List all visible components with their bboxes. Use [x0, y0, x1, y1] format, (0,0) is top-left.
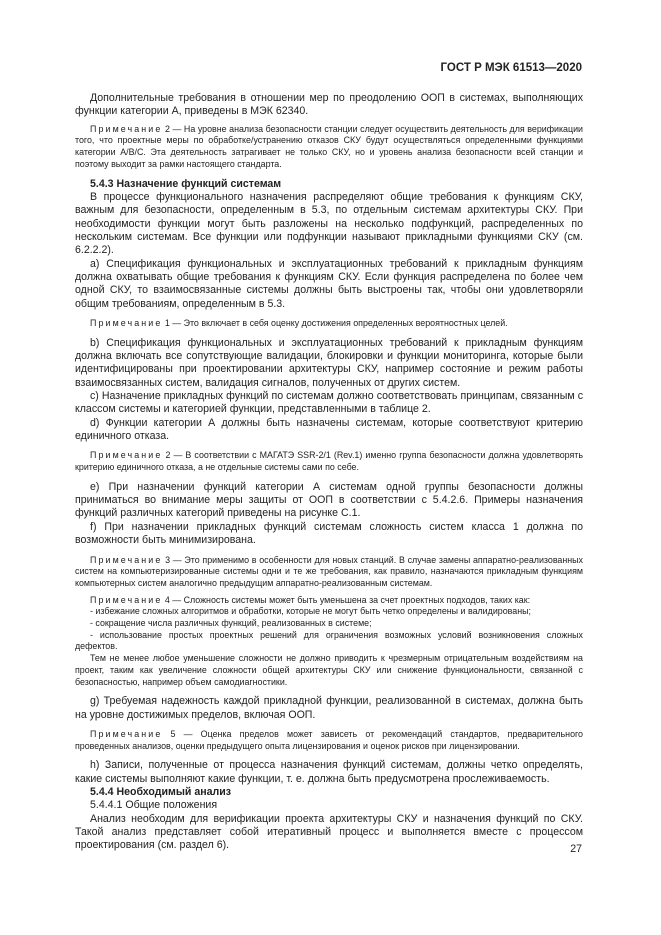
section-5-4-4-heading: 5.4.4 Необходимый анализ — [90, 786, 232, 799]
note-4 — [75, 595, 583, 607]
item-h: h) Записи, полученные от процесса назначения функций системам, должны четко определять, какие системы выполняют какие функции, т. е. должна быть предусмотрена прослеживаемость. — [75, 759, 583, 785]
section-5-4-3-heading: 5.4.3 Назначение функций системам — [90, 177, 282, 190]
note-text: 5 — Оценка пределов может зависеть от рекомендаций стандартов, предварительного проведенных анализов, оценки предыдущего опыта лицензирования и оценок рисков при лицензировании. — [75, 728, 583, 751]
note-text: 2 — На уровне анализа безопасности станции следует осуществить деятельность для верификации того, что проектные меры по обработке/устранению отказов СКУ будут осуществляться определенными функциями категории А/В/С. Эта деятельность затрагивает не только СКУ, но и уровень анализа безопасности всей станции и поэтому выходит за рамки настоящего стандарта. — [75, 123, 583, 169]
page-number: 27 — [570, 843, 582, 855]
note-label: Примечание — [90, 554, 163, 565]
note-5 — [75, 729, 583, 752]
item-c: c) Назначение прикладных функций по системам должно соответствовать принципам, связанным с классом системы и категорией функции, представленными в таблице 2. — [75, 390, 583, 416]
note-4-item: - использование простых проектных решений для ограничения возможных условий возникновения сложных дефектов. — [75, 629, 583, 652]
note-label: Примечание — [90, 317, 163, 328]
section-5-4-4-1-paragraph: Анализ необходим для верификации проекта архитектуры СКУ и назначения функций по СКУ. Такой анализ представляет собой итеративный процесс и выполняется вместе с процессом проектирования (см. раздел 6). — [75, 812, 583, 852]
note-4-item: - избежание сложных алгоритмов и обработки, которые не могут быть четко определены и валидированы; — [90, 606, 531, 617]
note-2-intro — [75, 124, 583, 171]
note-label: Примечание — [90, 123, 163, 134]
note-1 — [75, 318, 583, 330]
standard-header: ГОСТ Р МЭК 61513—2020 — [440, 62, 582, 74]
note-2 — [75, 450, 583, 473]
note-label: Примечание — [90, 450, 163, 461]
note-4-item: - сокращение числа различных функций, реализованных в системе; — [90, 618, 372, 629]
note-text: 4 — Сложность системы может быть уменьшена за счет проектных подходов, таких как: — [162, 594, 531, 605]
note-label: Примечание — [90, 728, 163, 739]
note-4-tail: Тем не менее любое уменьшение сложности не должно приводить к чрезмерным отрицательным воздействиям на проект, таким как увеличение сложности общей архитектуры СКУ или снижение функциональности, связанной с безопасностью, например объем самодиагностики. — [75, 653, 583, 687]
note-text: 2 — В соответствии с МАГАТЭ SSR-2/1 (Rev.1) именно группа безопасности должна удовлетворять критерию единичного отказа, а не отдельные системы сами по себе. — [75, 450, 583, 473]
note-label: Примечание — [90, 594, 163, 605]
note-3 — [75, 555, 583, 590]
item-f: f) При назначении прикладных функций системам сложность систем класса 1 должна по возможности быть минимизирована. — [75, 520, 583, 547]
note-text: 3 — Это применимо в особенности для новых станций. В случае замены аппаратно-реализованных систем на компьютеризированные системы одни и те же требования, как правило, назначаются прикладным функциям компьютерных систем аналогично предыдущим аппаратно-реализованным системам. — [75, 554, 583, 588]
intro-paragraph: Дополнительные требования в отношении мер по преодолению ООП в системах, выполняющих функции категории А, приведены в МЭК 62340. — [75, 92, 583, 118]
section-5-4-4-1-heading: 5.4.4.1 Общие положения — [90, 799, 218, 812]
page-content — [75, 92, 583, 853]
section-5-4-3-paragraph: В процессе функционального назначения распределяют общие требования к функциям СКУ, важным для безопасности, определенным в 5.3, по отдельным системам архитектуры СКУ. При необходимости функции могут быть разложены на несколько подфункций, распределенных по нескольким системам. Все функции или подфункции называют прикладными функциями СКУ (см. 6.2.2.2). — [75, 190, 583, 257]
item-e: e) При назначении функций категории А системам одной группы безопасности должны приниматься во внимание меры защиты от ООП в соответствии с 5.4.2.6. Примеры назначения функций различных категорий приведены на рисунке С.1. — [75, 480, 583, 520]
item-a: a) Спецификация функциональных и эксплуатационных требований к прикладным функциям должна охватывать общие требования к функциям СКУ. Если функция распределена по более чем одной СКУ, то взаимосвязанные системы должны быть выстроены так, чтобы они удовлетворяли общим требованиям, определенным в 5.3. — [75, 257, 583, 310]
note-text: 1 — Это включает в себя оценку достижения определенных вероятностных целей. — [162, 317, 508, 328]
item-d: d) Функции категории А должны быть назначены системам, которые соответствуют критерию единичного отказа. — [75, 416, 583, 443]
item-g: g) Требуемая надежность каждой прикладной функции, реализованной в системах, должна быть на уровне достижимых пределов, включая ООП. — [75, 695, 583, 721]
item-b: b) Спецификация функциональных и эксплуатационных требований к прикладным функциям должна включать все сопутствующие валидации, блокировки и функции мониторинга, которые были идентифицированы при проектировании архитектуры СКУ, например состояние и режим работы взаимосвязанных систем, валидация сигналов, полученных от других систем. — [75, 336, 583, 389]
